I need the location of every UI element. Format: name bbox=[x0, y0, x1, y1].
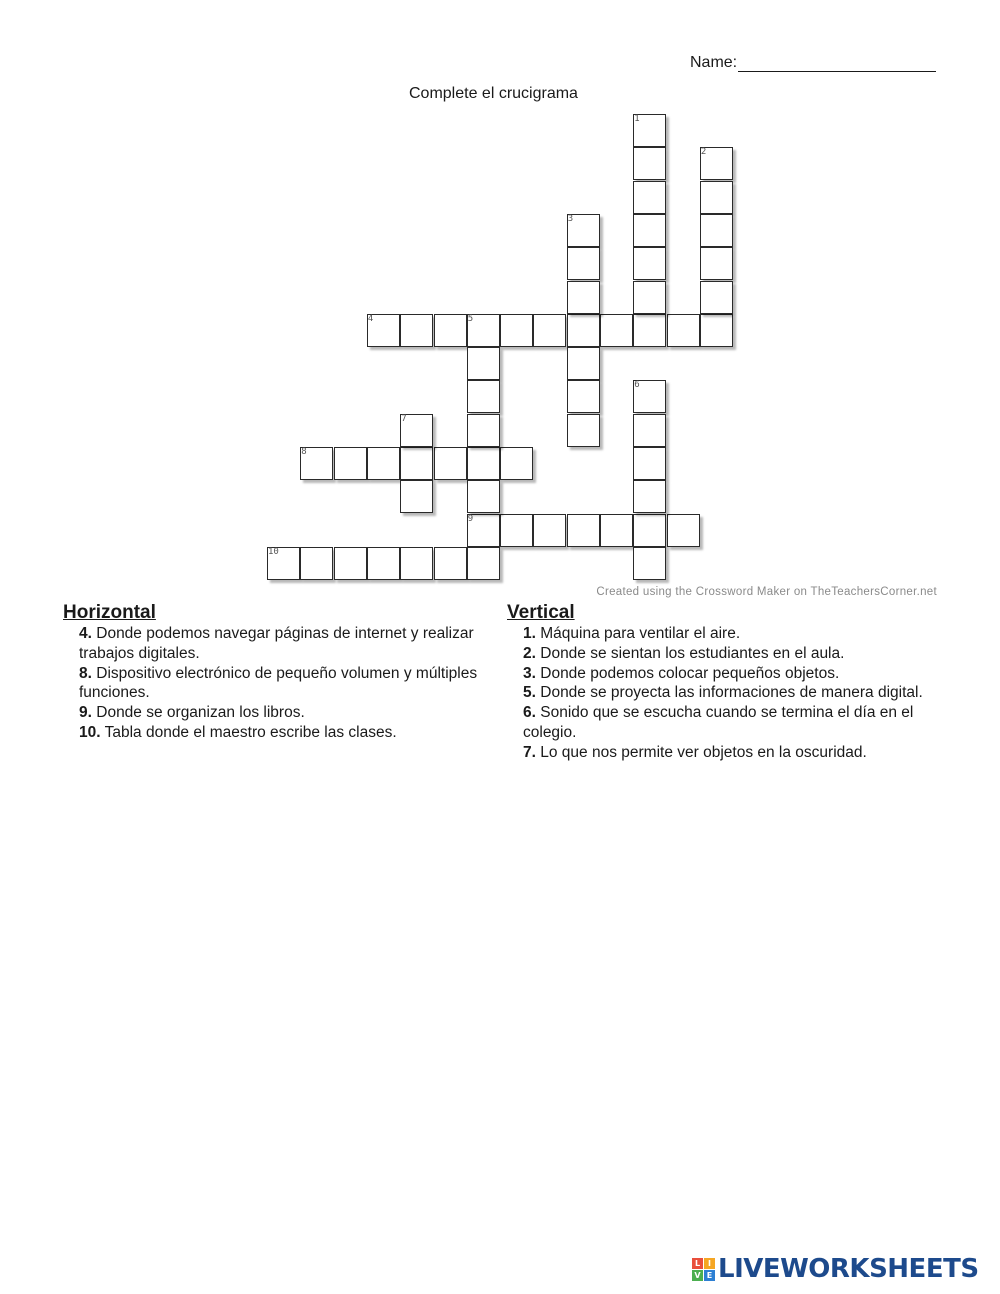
crossword-cell[interactable] bbox=[467, 480, 500, 513]
crossword-cell[interactable] bbox=[400, 547, 433, 580]
clue-text: Sonido que se escucha cuando se termina el día en el colegio. bbox=[523, 704, 914, 741]
crossword-cell[interactable] bbox=[567, 414, 600, 447]
crossword-cell[interactable] bbox=[700, 147, 733, 180]
crossword-cell[interactable] bbox=[567, 281, 600, 314]
logo-letter-tile: I bbox=[704, 1258, 715, 1269]
clue-number: 10. bbox=[79, 723, 101, 741]
crossword-cell[interactable] bbox=[567, 314, 600, 347]
clue-number: 4. bbox=[79, 625, 92, 642]
crossword-cell[interactable] bbox=[367, 314, 400, 347]
crossword-cell[interactable] bbox=[633, 380, 666, 413]
clue-number: 7. bbox=[523, 743, 536, 761]
clue-item bbox=[79, 723, 483, 743]
crossword-cell[interactable] bbox=[633, 114, 666, 147]
cell-number: 4 bbox=[367, 313, 374, 324]
cell-number: 8 bbox=[301, 447, 307, 457]
vertical-heading: Vertical bbox=[507, 602, 575, 623]
logo-letter-tile: L bbox=[692, 1258, 703, 1269]
crossword-cell[interactable] bbox=[467, 314, 500, 347]
crossword-cell[interactable] bbox=[434, 447, 467, 480]
crossword-cell[interactable] bbox=[633, 281, 666, 314]
crossword-cell[interactable] bbox=[633, 414, 666, 447]
cell-number: 2 bbox=[700, 147, 707, 158]
crossword-cell[interactable] bbox=[633, 147, 666, 180]
crossword-cell[interactable] bbox=[700, 181, 733, 214]
clue-text: Tabla donde el maestro escribe las clases. bbox=[104, 723, 397, 741]
clue-item bbox=[79, 664, 483, 704]
crossword-cell[interactable] bbox=[467, 447, 500, 480]
crossword-cell[interactable] bbox=[667, 314, 700, 347]
crossword-cell[interactable] bbox=[467, 380, 500, 413]
clue-text: Donde se proyecta las informaciones de manera digital. bbox=[540, 684, 923, 702]
brand-wordmark: LIVEWORKSHEETS bbox=[718, 1254, 979, 1284]
cell-number: 6 bbox=[634, 380, 640, 391]
clue-text: Donde podemos colocar pequeños objetos. bbox=[540, 664, 840, 682]
clue-number: 3. bbox=[523, 664, 536, 682]
crossword-cell[interactable] bbox=[467, 414, 500, 447]
cell-number: 5 bbox=[467, 313, 474, 324]
cell-number: 7 bbox=[401, 413, 407, 424]
crossword-cell[interactable] bbox=[500, 514, 533, 547]
cell-number: 1 bbox=[634, 114, 640, 124]
clue-text: Lo que nos permite ver objetos en la oscuridad. bbox=[540, 743, 867, 761]
crossword-cell[interactable] bbox=[467, 547, 500, 580]
vertical-clues bbox=[507, 602, 927, 763]
crossword-cell[interactable] bbox=[600, 314, 633, 347]
crossword-cell[interactable] bbox=[367, 547, 400, 580]
liveworksheets-brand bbox=[692, 1252, 979, 1286]
crossword-cell[interactable] bbox=[500, 314, 533, 347]
crossword-cell[interactable] bbox=[367, 447, 400, 480]
clue-number: 2. bbox=[523, 644, 536, 662]
crossword-cell[interactable] bbox=[434, 547, 467, 580]
crossword-cell[interactable] bbox=[700, 314, 733, 347]
clue-number: 8. bbox=[79, 664, 92, 682]
clue-item bbox=[523, 664, 927, 684]
horizontal-clue-list bbox=[63, 624, 483, 743]
crossword-cell[interactable] bbox=[467, 347, 500, 380]
clue-item bbox=[523, 683, 927, 703]
cell-number: 3 bbox=[567, 213, 574, 224]
crossword-cell[interactable] bbox=[467, 514, 500, 547]
crossword-cell[interactable] bbox=[600, 514, 633, 547]
cell-number: 9 bbox=[467, 513, 474, 524]
crossword-cell[interactable] bbox=[567, 247, 600, 280]
cell-number: 10 bbox=[268, 546, 279, 557]
crossword-cell[interactable] bbox=[533, 514, 566, 547]
vertical-clue-list bbox=[507, 624, 927, 763]
clue-text: Donde podemos navegar páginas de internet y realizar trabajos digitales. bbox=[79, 625, 474, 662]
crossword-cell[interactable] bbox=[633, 480, 666, 513]
crossword-cell[interactable] bbox=[567, 214, 600, 247]
clue-item bbox=[79, 624, 483, 664]
crossword-cell[interactable] bbox=[633, 314, 666, 347]
crossword-cell[interactable] bbox=[267, 547, 300, 580]
crossword-cell[interactable] bbox=[633, 247, 666, 280]
crossword-cell[interactable] bbox=[334, 547, 367, 580]
crossword-cell[interactable] bbox=[700, 247, 733, 280]
crossword-cell[interactable] bbox=[633, 214, 666, 247]
clue-number: 6. bbox=[523, 704, 536, 722]
crossword-cell[interactable] bbox=[400, 414, 433, 447]
crossword-cell[interactable] bbox=[567, 514, 600, 547]
crossword-cell[interactable] bbox=[633, 181, 666, 214]
clue-item bbox=[523, 644, 927, 664]
name-label: Name: bbox=[690, 54, 738, 71]
horizontal-heading: Horizontal bbox=[63, 602, 156, 623]
crossword-cell[interactable] bbox=[567, 347, 600, 380]
crossword-cell[interactable] bbox=[700, 281, 733, 314]
crossword-cell[interactable] bbox=[633, 447, 666, 480]
clue-text: Donde se organizan los libros. bbox=[96, 704, 305, 722]
crossword-cell[interactable] bbox=[300, 547, 333, 580]
horizontal-clues bbox=[63, 602, 483, 743]
crossword-cell[interactable] bbox=[633, 514, 666, 547]
page-title: Complete el crucigrama bbox=[409, 85, 578, 102]
clue-item bbox=[523, 624, 927, 644]
logo-letter-tile: V bbox=[692, 1270, 703, 1281]
clue-number: 9. bbox=[79, 704, 92, 722]
crossword-cell[interactable] bbox=[434, 314, 467, 347]
crossword-credit: Created using the Crossword Maker on TheTeachersCorner.net bbox=[596, 586, 937, 598]
crossword-cell[interactable] bbox=[633, 547, 666, 580]
crossword-cell[interactable] bbox=[334, 447, 367, 480]
clue-text: Máquina para ventilar el aire. bbox=[540, 625, 741, 642]
logo-letter-tile: E bbox=[704, 1270, 715, 1281]
clue-item bbox=[523, 703, 927, 743]
clue-number: 5. bbox=[523, 684, 536, 702]
crossword-cell[interactable] bbox=[533, 314, 566, 347]
clue-text: Donde se sientan los estudiantes en el aula. bbox=[540, 644, 845, 662]
clue-item bbox=[79, 703, 483, 723]
crossword-cell[interactable] bbox=[567, 380, 600, 413]
crossword-cell[interactable] bbox=[300, 447, 333, 480]
crossword-cell[interactable] bbox=[400, 447, 433, 480]
clue-text: Dispositivo electrónico de pequeño volumen y múltiples funciones. bbox=[79, 664, 478, 702]
clue-number: 1. bbox=[523, 625, 536, 642]
clue-item bbox=[523, 743, 927, 763]
crossword-cell[interactable] bbox=[500, 447, 533, 480]
crossword-cell[interactable] bbox=[400, 480, 433, 513]
crossword-cell[interactable] bbox=[400, 314, 433, 347]
crossword-cell[interactable] bbox=[700, 214, 733, 247]
crossword-cell[interactable] bbox=[667, 514, 700, 547]
liveworksheets-logo-icon bbox=[692, 1258, 715, 1281]
crossword-grid bbox=[0, 0, 1000, 600]
